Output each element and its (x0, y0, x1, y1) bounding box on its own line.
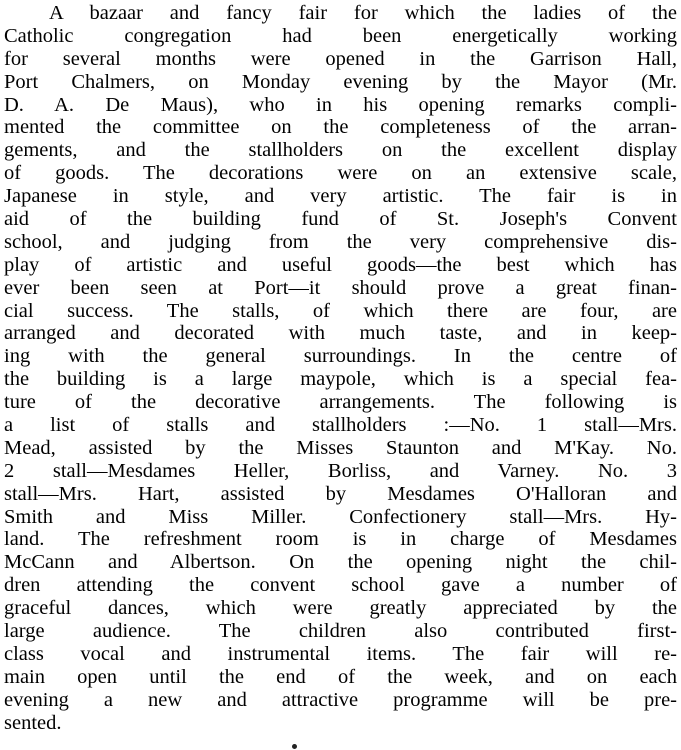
article-line: the building is a large maypole, which is a special fea- (4, 368, 677, 391)
article-line: cial success. The stalls, of which there are four, are (4, 299, 677, 322)
article-line: gements, and the stallholders on the excellent display (4, 139, 677, 162)
article-line: McCann and Albertson. On the opening night the chil- (4, 551, 677, 574)
article-line: arranged and decorated with much taste, and in keep- (4, 322, 677, 345)
article-line: aid of the building fund of St. Joseph's Convent (4, 208, 677, 231)
article-line: Catholic congregation had been energetically working (4, 24, 677, 47)
article-line: for several months were opened in the Garrison Hall, (4, 47, 677, 70)
article-line: mented the committee on the completeness of the arran- (4, 116, 677, 139)
article-line: Mead, assisted by the Misses Staunton and M'Kay. No. (4, 436, 677, 459)
article-line: play of artistic and useful goods—the best which has (4, 253, 677, 276)
article-line: graceful dances, which were greatly appreciated by the (4, 597, 677, 620)
article-line: large audience. The children also contributed first- (4, 620, 677, 643)
article-line: of goods. The decorations were on an extensive scale, (4, 162, 677, 185)
article-line: ing with the general surroundings. In the centre of (4, 345, 677, 368)
article-line: A bazaar and fancy fair for which the ladies of the (49, 2, 677, 24)
article-line: 2 stall—Mesdames Heller, Borliss, and Varney. No. 3 (4, 459, 677, 482)
article-line: ture of the decorative arrangements. The following is (4, 391, 677, 414)
article-line: dren attending the convent school gave a number of (4, 574, 677, 597)
article-line: land. The refreshment room is in charge of Mesdames (4, 528, 677, 551)
article-line: evening a new and attractive programme will be pre- (4, 688, 677, 711)
article-line: main open until the end of the week, and on each (4, 665, 677, 688)
article-line: class vocal and instrumental items. The fair will re- (4, 642, 677, 665)
article-line: school, and judging from the very comprehensive dis- (4, 230, 677, 253)
article-line: sented. (4, 711, 62, 734)
article-line: D. A. De Maus), who in his opening remarks compli- (4, 93, 677, 116)
article-line: Japanese in style, and very artistic. The fair is in (4, 185, 677, 208)
print-speck (292, 744, 297, 749)
article-line: Port Chalmers, on Monday evening by the Mayor (Mr. (4, 70, 677, 93)
article-line: Smith and Miss Miller. Confectionery stall—Mrs. Hy- (4, 505, 677, 528)
newspaper-article (4, 2, 677, 735)
article-line: a list of stalls and stallholders :—No. 1 stall—Mrs. (4, 414, 677, 437)
article-line: ever been seen at Port—it should prove a great finan- (4, 276, 677, 299)
article-line: stall—Mrs. Hart, assisted by Mesdames O'Halloran and (4, 482, 677, 505)
